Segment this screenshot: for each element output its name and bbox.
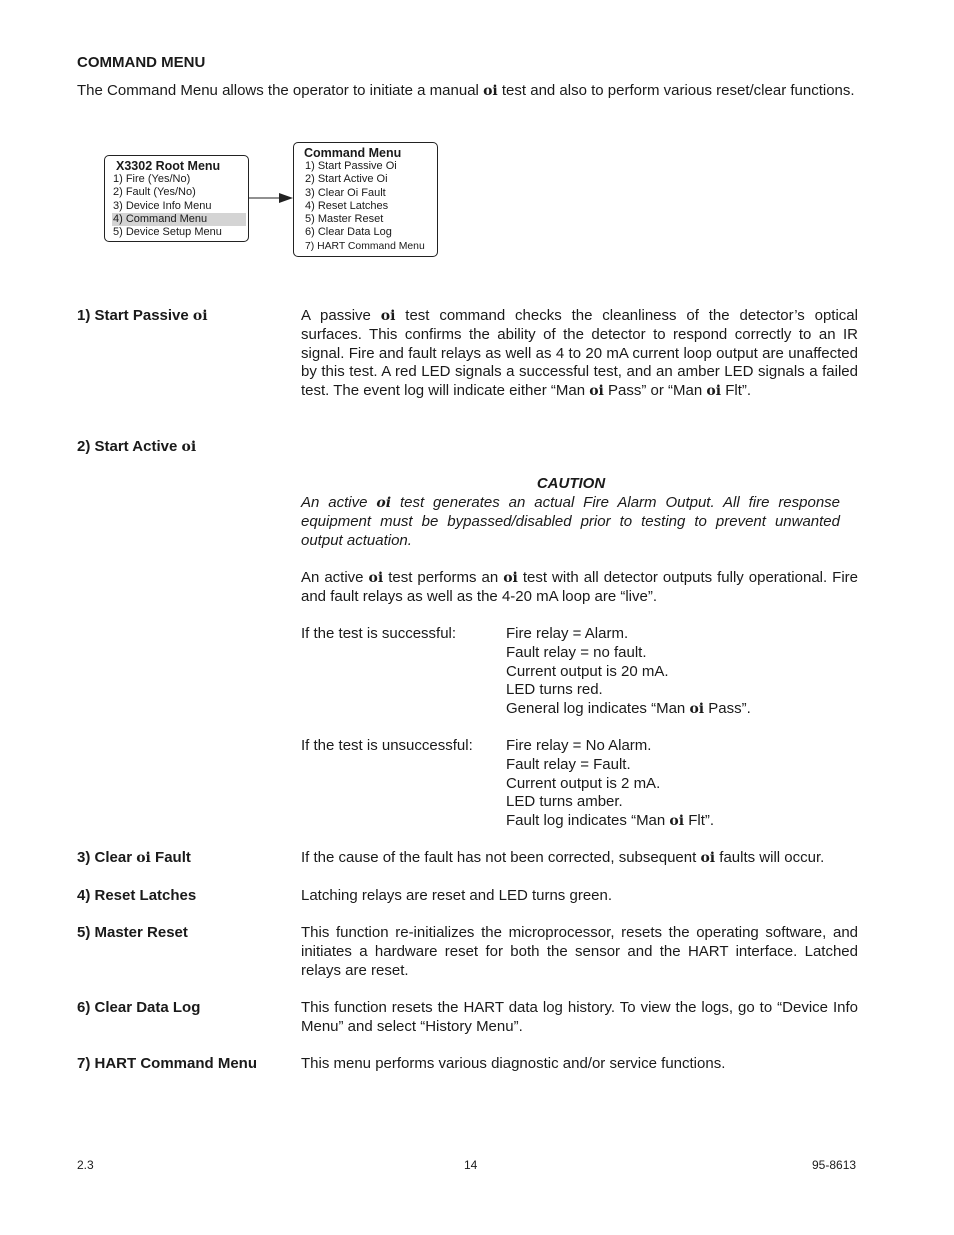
oi-symbol: oi: [689, 701, 705, 718]
root-menu-item: 3) Device Info Menu: [113, 199, 212, 212]
oi-symbol: oi: [669, 813, 685, 830]
result-line: Fire relay = Alarm.: [506, 625, 629, 642]
oi-symbol: oi: [503, 570, 518, 586]
caution-text: [301, 494, 840, 550]
item-text-clear-data-log: This function resets the HART data log history. To view the logs, go to “Device Info Menu” and select “History Menu”.: [301, 999, 858, 1035]
text-part: An active: [301, 494, 368, 511]
intro-paragraph: [77, 82, 858, 101]
active-test-paragraph: [301, 569, 858, 607]
intro-text-end: test and also to perform various reset/clear functions.: [501, 82, 855, 99]
item-label-clear-fault: [77, 849, 191, 866]
intro-text-start: The Command Menu allows the operator to initiate a manual: [77, 82, 479, 99]
text-part: General log indicates “Man: [506, 700, 686, 718]
item-text-clear-fault: [301, 849, 861, 868]
text-part: test generates an actual Fire Alarm Output. All fire response equipment must be bypassed/disabled prior to testing to prevent unwanted output actuation.: [301, 494, 841, 549]
oi-symbol: oi: [181, 439, 197, 455]
item-text-hart-command-menu: This menu performs various diagnostic and/or service functions.: [301, 1055, 726, 1072]
arrow-icon: [249, 191, 295, 205]
item-label-start-passive: [77, 307, 208, 324]
oi-symbol: oi: [589, 383, 604, 400]
root-menu-item-highlighted: 4) Command Menu: [112, 213, 246, 226]
root-menu-item: 1) Fire (Yes/No): [113, 173, 191, 185]
item-text-start-passive: [301, 307, 858, 401]
item-label-clear-data-log: 6) Clear Data Log: [77, 999, 201, 1016]
text-part: A passive: [301, 307, 371, 324]
text-part: Pass” or “Man: [608, 382, 703, 400]
label-text: Fault: [155, 849, 191, 866]
text-part: If the cause of the fault has not been corrected, subsequent: [301, 849, 697, 866]
root-menu-box: [104, 155, 249, 242]
command-menu-title: Command Menu: [304, 146, 402, 160]
command-menu-box: [293, 142, 438, 257]
text-part: Fault log indicates “Man: [506, 812, 666, 830]
result-line: LED turns red.: [506, 681, 603, 699]
command-menu-item: 6) Clear Data Log: [305, 226, 392, 239]
command-menu-item: 1) Start Passive Oi: [305, 160, 397, 172]
failure-label: If the test is unsuccessful:: [301, 737, 473, 754]
text-part: Pass”.: [708, 700, 751, 718]
result-line: Fault relay = no fault.: [506, 643, 647, 661]
oi-symbol: oi: [376, 495, 392, 511]
root-menu-item: 2) Fault (Yes/No): [113, 186, 196, 199]
text-part: An active: [301, 569, 364, 586]
result-line: Current output is 20 mA.: [506, 662, 669, 680]
result-line: Current output is 2 mA.: [506, 774, 661, 792]
text-part: Flt”.: [688, 812, 715, 830]
result-line: Fault relay = Fault.: [506, 755, 631, 773]
oi-symbol: oi: [700, 850, 716, 866]
item-label-reset-latches: 4) Reset Latches: [77, 887, 197, 904]
text-part: test command checks the cleanliness of the detector’s optical surfaces. This confirms the ability of the detector to respond correctly to an IR signal. Fire and fault relays as well as 4 to 20 mA current loop output are unaffected by this test. A red LED signals a successful test, and an amber LED signals a failed test. The event log will indicate either “Man: [301, 307, 858, 400]
item-text-master-reset: This function re-initializes the microprocessor, resets the operating software, and initiates a hardware reset for both the sensor and the HART interface. Latched relays are reset.: [301, 924, 858, 979]
footer-page-number: 14: [464, 1158, 478, 1172]
oi-symbol: oi: [380, 308, 396, 324]
item-label-start-active: [77, 438, 196, 455]
result-line: LED turns amber.: [506, 793, 623, 811]
oi-symbol: oi: [368, 570, 384, 586]
item-label-hart-command-menu: 7) HART Command Menu: [77, 1055, 257, 1072]
oi-symbol: oi: [483, 83, 498, 99]
label-text: 3) Clear: [77, 849, 133, 866]
oi-symbol: oi: [706, 383, 722, 400]
command-menu-item: 7) HART Command Menu: [305, 240, 425, 252]
label-text: 1) Start Passive: [77, 307, 189, 324]
item-text-reset-latches: Latching relays are reset and LED turns green.: [301, 887, 613, 904]
text-part: Flt”.: [725, 382, 752, 400]
text-part: test with all detector outputs fully operational. Fire and fault relays as well as the 4-20 mA loop are “live”.: [301, 569, 858, 605]
section-heading: COMMAND MENU: [77, 54, 206, 71]
oi-symbol: oi: [192, 308, 208, 324]
command-menu-item: 2) Start Active Oi: [305, 173, 388, 186]
root-menu-title: X3302 Root Menu: [116, 159, 221, 173]
footer-revision: 2.3: [77, 1158, 94, 1172]
text-part: faults will occur.: [719, 849, 825, 866]
command-menu-item: 4) Reset Latches: [305, 199, 389, 212]
footer-document-number: 95-8613: [812, 1158, 857, 1172]
command-menu-item: 5) Master Reset: [305, 213, 384, 226]
success-results: [506, 625, 751, 719]
command-menu-item: 3) Clear Oi Fault: [305, 186, 386, 199]
label-text: 2) Start Active: [77, 438, 178, 455]
text-part: test performs an: [388, 569, 499, 586]
caution-title: CAUTION: [536, 475, 606, 492]
result-line-log: [506, 812, 714, 831]
failure-results: [506, 737, 714, 831]
item-label-master-reset: 5) Master Reset: [77, 924, 188, 941]
result-line: Fire relay = No Alarm.: [506, 737, 652, 754]
result-line-log: [506, 700, 751, 719]
oi-symbol: oi: [136, 850, 151, 866]
success-label: If the test is successful:: [301, 625, 457, 642]
root-menu-item: 5) Device Setup Menu: [113, 226, 222, 239]
